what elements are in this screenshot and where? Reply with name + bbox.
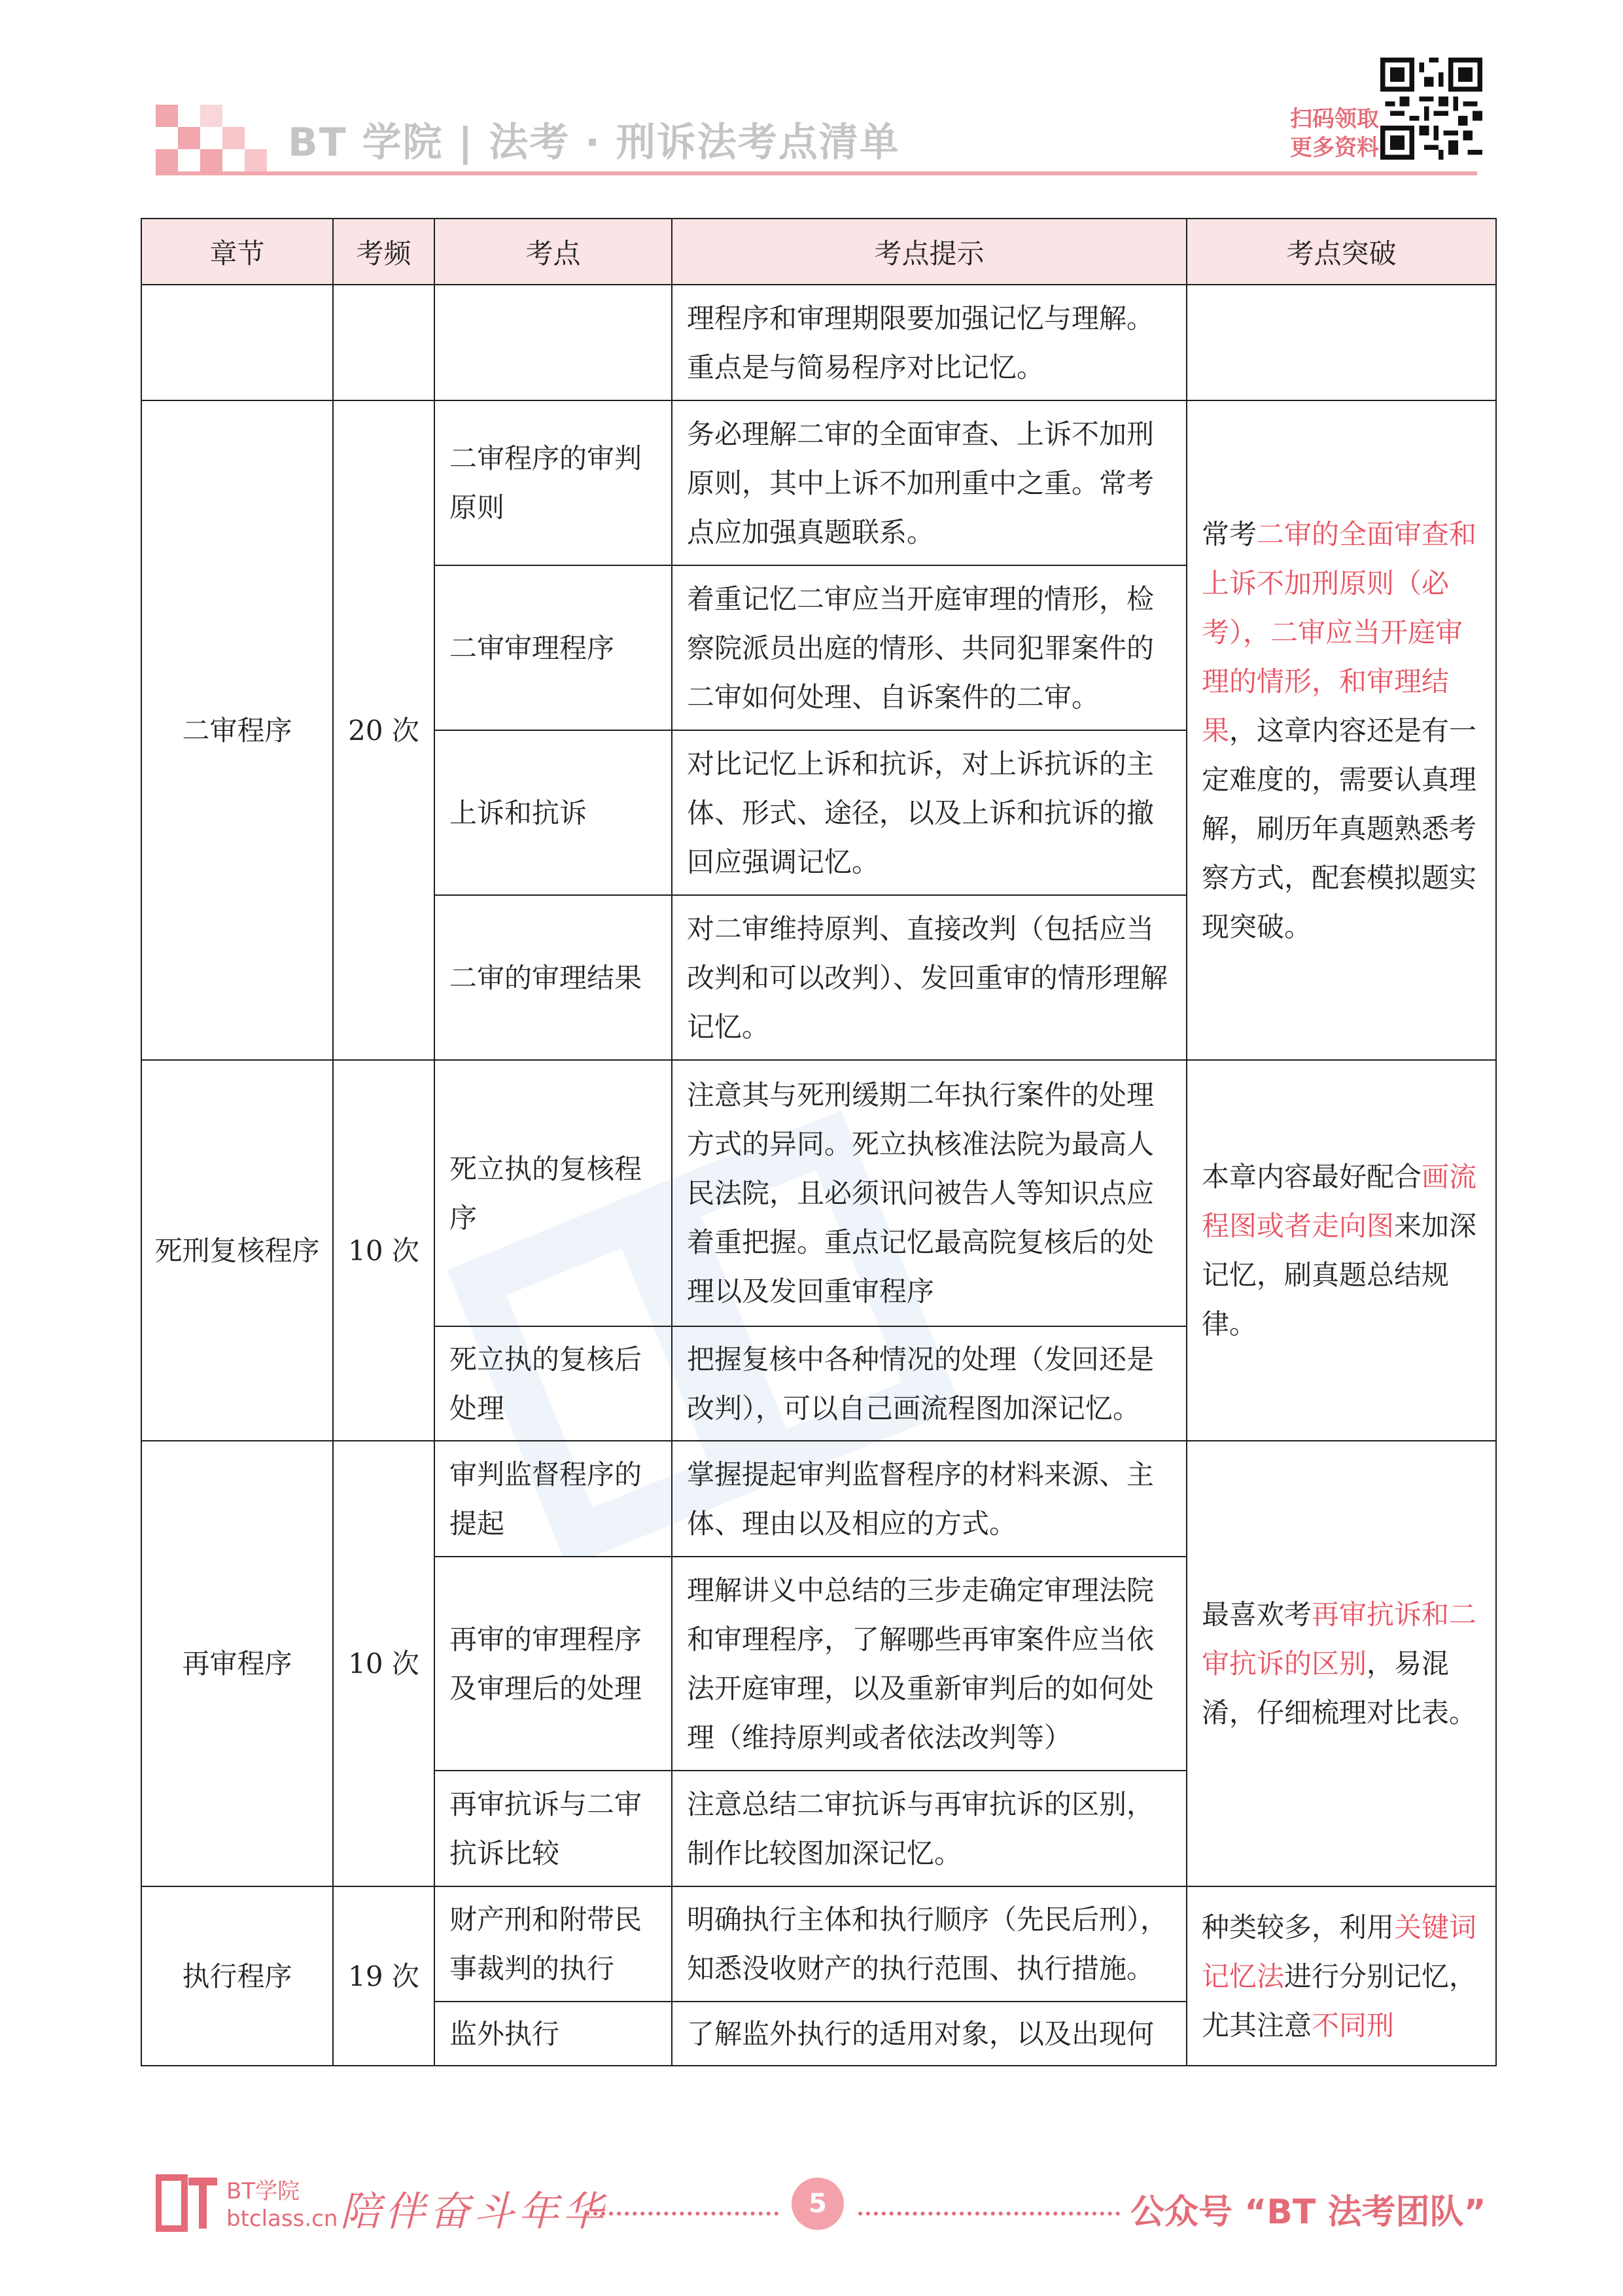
frequency-cell xyxy=(333,285,434,400)
header-frequency: 考频 xyxy=(333,219,434,285)
breakthrough-text: 最喜欢考 xyxy=(1202,1598,1312,1631)
breakthrough-text: ，这章内容还是有一定难度的，需要认真理解，刷历年真题熟悉考察方式，配套模拟题实现突破。 xyxy=(1202,714,1477,943)
header-breakthrough: 考点突破 xyxy=(1187,219,1496,285)
table-row xyxy=(141,1060,1496,1326)
breakthrough-cell xyxy=(1187,400,1496,1060)
scan-line-1: 扫码领取 xyxy=(1290,106,1379,132)
table-row xyxy=(141,1441,1496,1557)
footer-brand xyxy=(226,2178,338,2233)
header-divider xyxy=(156,171,1477,175)
tip-cell: 理程序和审理期限要加强记忆与理解。重点是与简易程序对比记忆。 xyxy=(672,285,1187,400)
breakthrough-highlight: 二审的全面审查和上诉不加刑原则（必考），二审应当开庭审理的情形，和审理结果 xyxy=(1202,518,1477,747)
breakthrough-cell xyxy=(1187,1886,1496,2066)
qr-code-icon[interactable] xyxy=(1380,58,1482,160)
tip-cell: 把握复核中各种情况的处理（发回还是改判），可以自己画流程图加深记忆。 xyxy=(672,1326,1187,1441)
breakthrough-highlight: 画流程图或者走向图 xyxy=(1202,1161,1477,1242)
tip-cell: 着重记忆二审应当开庭审理的情形，检察院派员出庭的情形、共同犯罪案件的二审如何处理、自诉案件的二审。 xyxy=(672,565,1187,730)
point-cell: 死立执的复核程序 xyxy=(434,1060,672,1326)
page-footer xyxy=(0,2159,1623,2251)
breakthrough-text: 进行分别记忆，尤其注意 xyxy=(1202,1960,1477,2041)
point-cell: 审判监督程序的提起 xyxy=(434,1441,672,1557)
point-cell: 财产刑和附带民事裁判的执行 xyxy=(434,1886,672,2002)
tip-cell: 理解讲义中总结的三步走确定审理法院和审理程序，了解哪些再审案件应当依法开庭审理，以及重新审判后的如何处理（维持原判或者依法改判等） xyxy=(672,1557,1187,1771)
chapter-cell: 执行程序 xyxy=(141,1886,333,2066)
breakthrough-text: ，易混淆，仔细梳理对比表。 xyxy=(1202,1648,1477,1729)
breakthrough-text: 常考 xyxy=(1202,518,1257,550)
frequency-cell: 10 次 xyxy=(333,1060,434,1441)
header-title: BT 学院 | 法考 · 刑诉法考点清单 xyxy=(288,120,900,166)
footer-dotted-divider xyxy=(858,2212,1120,2216)
header-tip: 考点提示 xyxy=(672,219,1187,285)
header-chapter: 章节 xyxy=(141,219,333,285)
point-cell: 二审审理程序 xyxy=(434,565,672,730)
point-cell: 再审抗诉与二审抗诉比较 xyxy=(434,1771,672,1886)
table-row xyxy=(141,400,1496,565)
header-point: 考点 xyxy=(434,219,672,285)
breakthrough-cell xyxy=(1187,285,1496,400)
frequency-cell: 19 次 xyxy=(333,1886,434,2066)
point-cell xyxy=(434,285,672,400)
breakthrough-highlight: 不同刑 xyxy=(1312,2009,1395,2041)
header-decoration-blocks xyxy=(156,105,287,177)
footer-brand-name: BT学院 xyxy=(226,2178,300,2204)
breakthrough-cell xyxy=(1187,1060,1496,1441)
point-cell: 监外执行 xyxy=(434,2002,672,2066)
tip-cell: 了解监外执行的适用对象，以及出现何 xyxy=(672,2002,1187,2066)
footer-slogan: 陪伴奋斗年华 xyxy=(340,2187,608,2235)
tip-cell: 对二审维持原判、直接改判（包括应当改判和可以改判）、发回重审的情形理解记忆。 xyxy=(672,895,1187,1060)
point-cell: 二审程序的审判原则 xyxy=(434,400,672,565)
chapter-cell: 再审程序 xyxy=(141,1441,333,1886)
scan-prompt xyxy=(1274,105,1379,162)
tip-cell: 掌握提起审判监督程序的材料来源、主体、理由以及相应的方式。 xyxy=(672,1441,1187,1557)
breakthrough-text: 种类较多，利用 xyxy=(1202,1911,1395,1943)
point-cell: 死立执的复核后处理 xyxy=(434,1326,672,1441)
tip-cell: 注意总结二审抗诉与再审抗诉的区别，制作比较图加深记忆。 xyxy=(672,1771,1187,1886)
page-header xyxy=(0,0,1623,196)
footer-publisher: 公众号 “BT 法考团队” xyxy=(1130,2193,1486,2232)
frequency-cell: 10 次 xyxy=(333,1441,434,1886)
table-row xyxy=(141,1886,1496,2002)
table-header-row xyxy=(141,219,1496,285)
chapter-cell: 死刑复核程序 xyxy=(141,1060,333,1441)
footer-dotted-divider xyxy=(585,2212,778,2216)
chapter-cell: 二审程序 xyxy=(141,400,333,1060)
breakthrough-highlight: 再审抗诉和二审抗诉的区别 xyxy=(1202,1598,1477,1680)
table-row xyxy=(141,285,1496,400)
frequency-cell: 20 次 xyxy=(333,400,434,1060)
breakthrough-text: 来加深记忆，刷真题总结规律。 xyxy=(1202,1210,1477,1340)
bt-logo-icon xyxy=(156,2174,221,2233)
breakthrough-cell xyxy=(1187,1441,1496,1886)
breakthrough-highlight: 关键词记忆法 xyxy=(1202,1911,1477,1992)
chapter-cell xyxy=(141,285,333,400)
scan-line-2: 更多资料 xyxy=(1290,135,1379,161)
breakthrough-text: 本章内容最好配合 xyxy=(1202,1161,1422,1193)
tip-cell: 对比记忆上诉和抗诉，对上诉抗诉的主体、形式、途径，以及上诉和抗诉的撤回应强调记忆。 xyxy=(672,730,1187,895)
point-cell: 再审的审理程序及审理后的处理 xyxy=(434,1557,672,1771)
tip-cell: 务必理解二审的全面审查、上诉不加刑原则，其中上诉不加刑重中之重。常考点应加强真题联系。 xyxy=(672,400,1187,565)
point-cell: 上诉和抗诉 xyxy=(434,730,672,895)
point-cell: 二审的审理结果 xyxy=(434,895,672,1060)
knowledge-table xyxy=(141,218,1497,2066)
tip-cell: 注意其与死刑缓期二年执行案件的处理方式的异同。死立执核准法院为最高人民法院，且必须讯问被告人等知识点应着重把握。重点记忆最高院复核后的处理以及发回重审程序 xyxy=(672,1060,1187,1326)
page-number: 5 xyxy=(792,2178,844,2230)
footer-brand-url: btclass.cn xyxy=(226,2206,338,2232)
tip-cell: 明确执行主体和执行顺序（先民后刑），知悉没收财产的执行范围、执行措施。 xyxy=(672,1886,1187,2002)
